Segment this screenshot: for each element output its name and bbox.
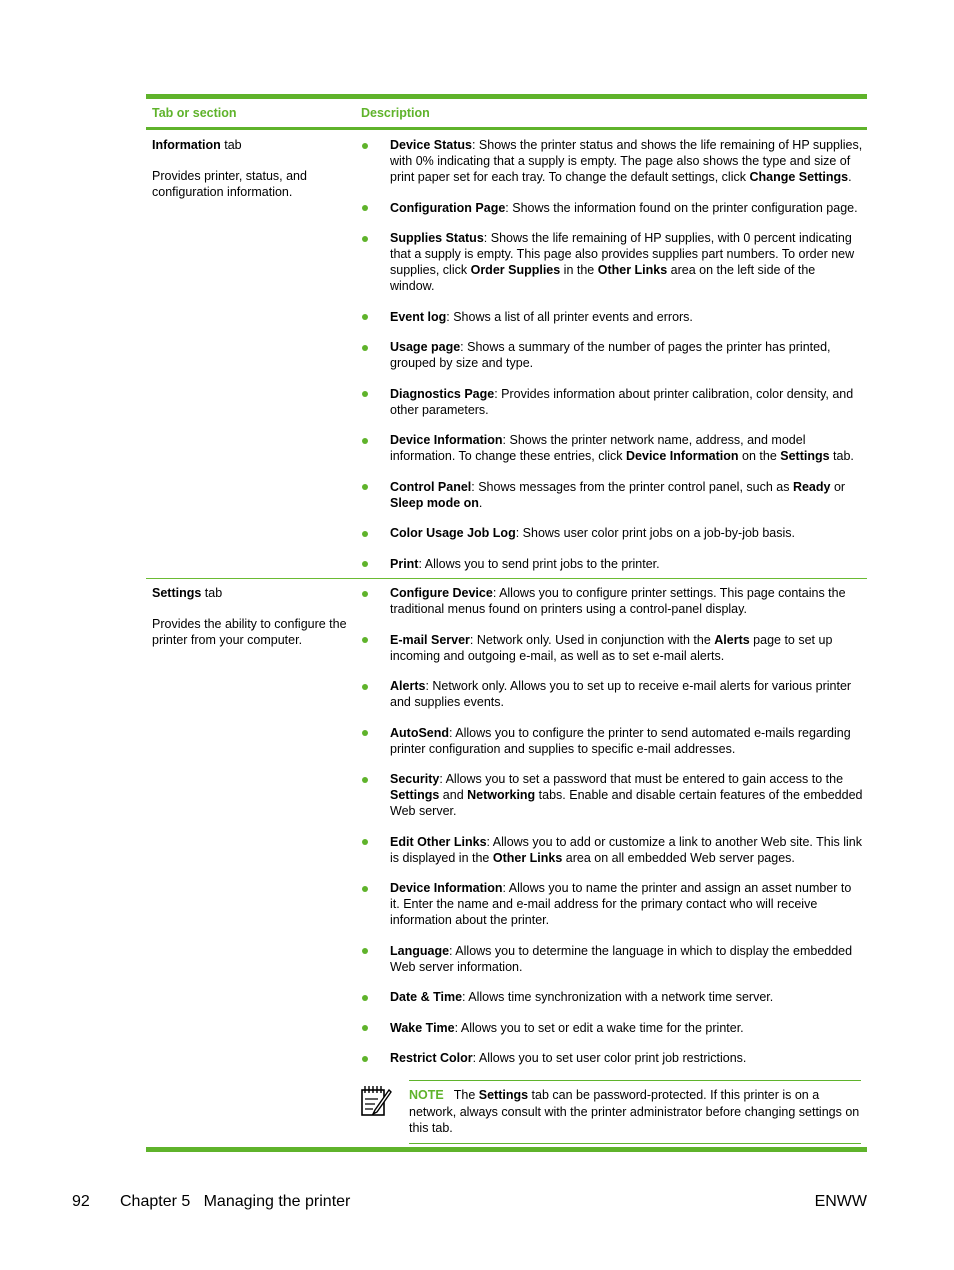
- bullet-icon: [362, 531, 368, 537]
- list-item: AutoSend: Allows you to configure the printer to send automated e-mails regarding printer configuration and supplies to specific e-mail addresses.: [360, 725, 863, 757]
- bullet-icon: [362, 484, 368, 490]
- note-label: NOTE: [409, 1088, 444, 1102]
- bullet-icon: [362, 314, 368, 320]
- column-header-description: Description: [361, 106, 430, 120]
- table-bottom-rule: [146, 1147, 867, 1152]
- bullet-icon: [362, 637, 368, 643]
- bullet-icon: [362, 236, 368, 242]
- list-item: Configure Device: Allows you to configure printer settings. This page contains the traditional menus found on printers using a control-panel display.: [360, 585, 863, 617]
- note-pencil-icon: [360, 1084, 394, 1118]
- list-item: Device Information: Shows the printer network name, address, and model information. To change these entries, click Device Information on the Settings tab.: [360, 432, 863, 464]
- list-item: Supplies Status: Shows the life remaining of HP supplies, with 0 percent indicating that a supply is empty. This page also provides supplies part numbers. To order new supplies, click Order Supplies in the Other Links area on the left side of the window.: [360, 230, 863, 294]
- list-item: Event log: Shows a list of all printer events and errors.: [360, 309, 863, 325]
- note-body: The Settings tab can be password-protected. If this printer is on a network, always consult with the printer administrator before changing settings on this tab.: [409, 1088, 860, 1135]
- list-item: Device Status: Shows the printer status and shows the life remaining of HP supplies, with 0% indicating that a supply is empty. The page also shows the type and size of print paper set for each tray. To change the default settings, click Change Settings.: [360, 137, 863, 185]
- table-header-rule: [146, 127, 867, 130]
- bullet-icon: [362, 143, 368, 149]
- list-item: Print: Allows you to send print jobs to the printer.: [360, 556, 863, 572]
- list-item: Device Information: Allows you to name the printer and assign an asset number to it. Enter the name and e-mail address for the primary contact who will receive information about the printer.: [360, 880, 863, 928]
- list-item: Wake Time: Allows you to set or edit a wake time for the printer.: [360, 1020, 863, 1036]
- bullet-icon: [362, 995, 368, 1001]
- list-item: Alerts: Network only. Allows you to set up to receive e-mail alerts for various printer and supplies events.: [360, 678, 863, 710]
- tab-description: Provides the ability to configure the printer from your computer.: [152, 616, 347, 647]
- bullet-icon: [362, 886, 368, 892]
- list-item: Security: Allows you to set a password that must be entered to gain access to the Settings and Networking tabs. Enable and disable certain features of the embedded Web server.: [360, 771, 863, 819]
- information-tab-features: [360, 137, 863, 586]
- note-box: [409, 1080, 861, 1144]
- list-item: Usage page: Shows a summary of the number of pages the printer has printed, grouped by size and type.: [360, 339, 863, 371]
- bullet-icon: [362, 561, 368, 567]
- bullet-icon: [362, 438, 368, 444]
- row-separator: [146, 578, 867, 579]
- bullet-icon: [362, 1056, 368, 1062]
- bullet-icon: [362, 684, 368, 690]
- information-tab-cell: Information tab Provides printer, status, and configuration information.: [152, 137, 352, 215]
- footer-label: ENWW: [814, 1193, 867, 1210]
- tab-name: Information: [152, 138, 221, 152]
- tab-name: Settings: [152, 586, 202, 600]
- bullet-icon: [362, 345, 368, 351]
- list-item: Configuration Page: Shows the information found on the printer configuration page.: [360, 200, 863, 216]
- bullet-icon: [362, 591, 368, 597]
- list-item: E-mail Server: Network only. Used in conjunction with the Alerts page to set up incoming and outgoing e-mail, as well as to set e-mail alerts.: [360, 632, 863, 664]
- list-item: Date & Time: Allows time synchronization with a network time server.: [360, 989, 863, 1005]
- list-item: Control Panel: Shows messages from the printer control panel, such as Ready or Sleep mode on.: [360, 479, 863, 511]
- list-item: Edit Other Links: Allows you to add or customize a link to another Web site. This link is displayed in the Other Links area on all embedded Web server pages.: [360, 834, 863, 866]
- table-top-rule: [146, 94, 867, 99]
- tab-description: Provides printer, status, and configuration information.: [152, 168, 307, 199]
- list-item: Color Usage Job Log: Shows user color print jobs on a job-by-job basis.: [360, 525, 863, 541]
- list-item: Diagnostics Page: Provides information about printer calibration, color density, and other parameters.: [360, 386, 863, 418]
- bullet-icon: [362, 777, 368, 783]
- bullet-icon: [362, 205, 368, 211]
- page-number: 92: [72, 1193, 90, 1210]
- column-header-tab: Tab or section: [152, 106, 237, 120]
- settings-tab-cell: Settings tab Provides the ability to configure the printer from your computer.: [152, 585, 352, 663]
- bullet-icon: [362, 948, 368, 954]
- settings-tab-features: [360, 585, 863, 1081]
- list-item: Language: Allows you to determine the language in which to display the embedded Web server information.: [360, 943, 863, 975]
- list-item: Restrict Color: Allows you to set user color print job restrictions.: [360, 1050, 863, 1066]
- bullet-icon: [362, 730, 368, 736]
- bullet-icon: [362, 1025, 368, 1031]
- chapter-title: Chapter 5 Managing the printer: [120, 1193, 351, 1210]
- bullet-icon: [362, 839, 368, 845]
- bullet-icon: [362, 391, 368, 397]
